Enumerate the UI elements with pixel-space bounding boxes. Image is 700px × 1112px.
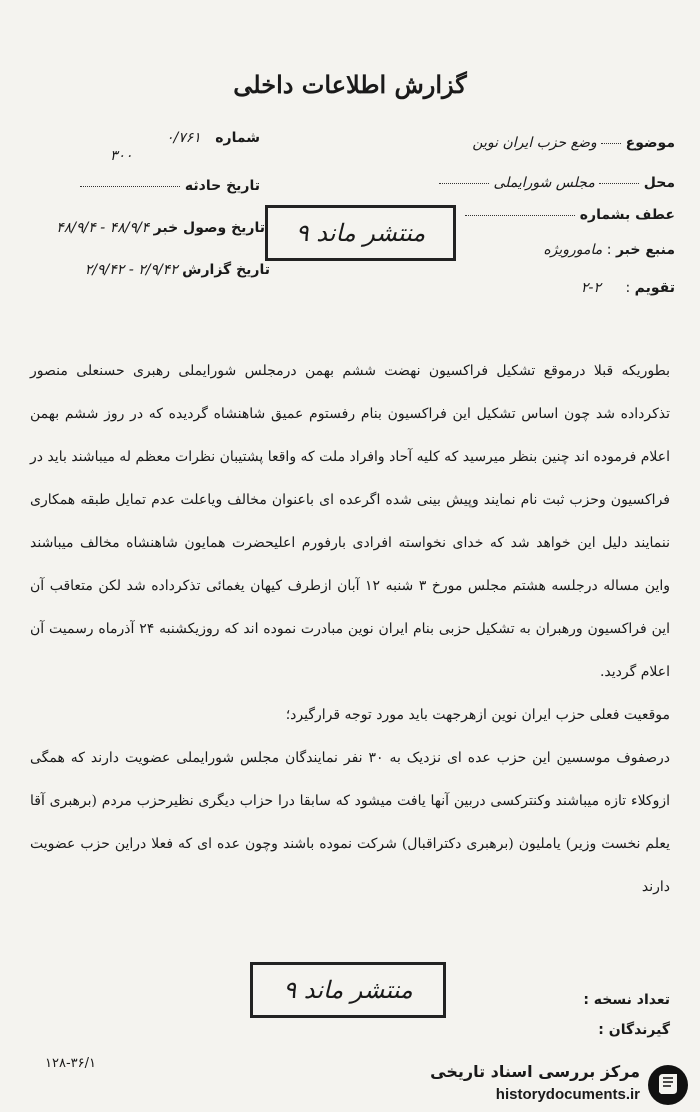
- number-sub-value: ۳۰۰: [110, 148, 133, 164]
- source-value: مامورویژه: [543, 242, 603, 258]
- ref-field: [465, 207, 675, 223]
- place-label: محل: [643, 175, 675, 191]
- place-value: مجلس شورایملی: [493, 175, 595, 191]
- number-value: ۰/۷۶۱: [166, 130, 201, 146]
- archive-name: مرکز بررسی اسناد تاریخی: [430, 1062, 640, 1081]
- received-date-value: ۴۸/۹/۴ - ۴۸/۹/۴: [56, 220, 150, 236]
- rating-value: ۲-۲: [580, 280, 602, 296]
- body-paragraph-3: درصفوف موسسین این حزب عده ای نزدیک به ۳۰ نفر نمایندگان مجلس شورایملی عضویت دارند که همگی ازوکلاء تازه میباشند وکنترکسی دربین آنها یافت میشود که سابقا درا حزاب دیگری نظیرحزب مردم (برهبری آقا یعلم نخست وزیر) یاملیون (برهبری دکتراقبال) شرکت نموده باشند وچون عده ای که فعلا دراین حزب عضویت دارند: [30, 750, 671, 895]
- event-date-label: تاریخ حادثه: [184, 178, 260, 194]
- archive-logo: [415, 1060, 695, 1110]
- top-stamp: منتشر ماند ۹: [265, 205, 456, 261]
- received-date-field: [55, 220, 265, 236]
- document-number: ۱۲۸-۳۶/۱: [45, 1056, 96, 1071]
- report-date-field: [60, 262, 270, 278]
- source-label: منبع خبر: [615, 242, 675, 258]
- body-paragraph-2: موقعیت فعلی حزب ایران نوین ازهرجهت باید مورد توجه قرارگیرد؛: [285, 707, 670, 723]
- document-title: گزارش اطلاعات داخلی: [233, 70, 467, 99]
- event-date-field: [60, 178, 260, 194]
- subject-label: موضوع: [625, 135, 675, 151]
- received-date-label: تاریخ وصول خبر: [153, 220, 265, 236]
- scroll-icon: [647, 1064, 689, 1106]
- place-field: [439, 175, 675, 191]
- subject-field: [472, 135, 675, 151]
- ref-label: عطف بشماره: [579, 207, 675, 223]
- source-field: منبع خبر : مامورویژه: [543, 242, 675, 258]
- number-label: شماره: [215, 130, 260, 146]
- rating-field: تقویم : ۲-۲: [580, 280, 675, 296]
- recipients-field: گیرندگان :: [598, 1022, 670, 1038]
- report-date-value: ۲/۹/۴۲ - ۲/۹/۴۲: [84, 262, 178, 278]
- bottom-stamp: منتشر ماند ۹: [250, 962, 446, 1018]
- number-sub-field: [110, 148, 133, 164]
- event-date-dots: [80, 186, 180, 187]
- copies-field: تعداد نسخه :: [583, 992, 670, 1008]
- subject-value: وضع حزب ایران نوین: [472, 135, 597, 151]
- body-paragraph-1: بطوریکه قبلا درموقع تشکیل فراکسیون نهضت ششم بهمن درمجلس شورایملی رهبری حسنعلی منصور تذکرداده شد چون اساس تشکیل این فراکسیون بنام رفستوم عمیق شاهنشاه گردیده که در روز ششم بهمن اعلام فرموده اند چنین بنظر میرسید که کلیه آحاد وافراد ملت که واقعا پشتیبان نظرات معظم له میباشند باید در فراکسیون وحزب ثبت نام نمایند وپیش بینی شده اگرعده ای باعنوان مخالف ویاعلت عدم تمایل طبقه همکاری ننمایند دلیل این خواهد شد که خدای نخواسته افرادی بارفورم اعلیحضرت همایون شاهنشاه مخالف میباشند واین مساله درجلسه هشتم مجلس مورخ ۳ شنبه ۱۲ آبان ازطرف کیهان یغمائی تذکرداده شد لکن متعاقب آن این فراکسیون ورهبران به تشکیل حزبی بنام ایران نوین مبادرت نموده اند که روزیکشنبه ۲۴ آذرماه رسمیت آن اعلام گردید.: [30, 363, 671, 680]
- report-body: [30, 350, 670, 909]
- archive-url: historydocuments.ir: [495, 1086, 640, 1103]
- report-date-label: تاریخ گزارش: [182, 262, 270, 278]
- number-field: [90, 130, 260, 146]
- rating-label: تقویم: [634, 280, 675, 296]
